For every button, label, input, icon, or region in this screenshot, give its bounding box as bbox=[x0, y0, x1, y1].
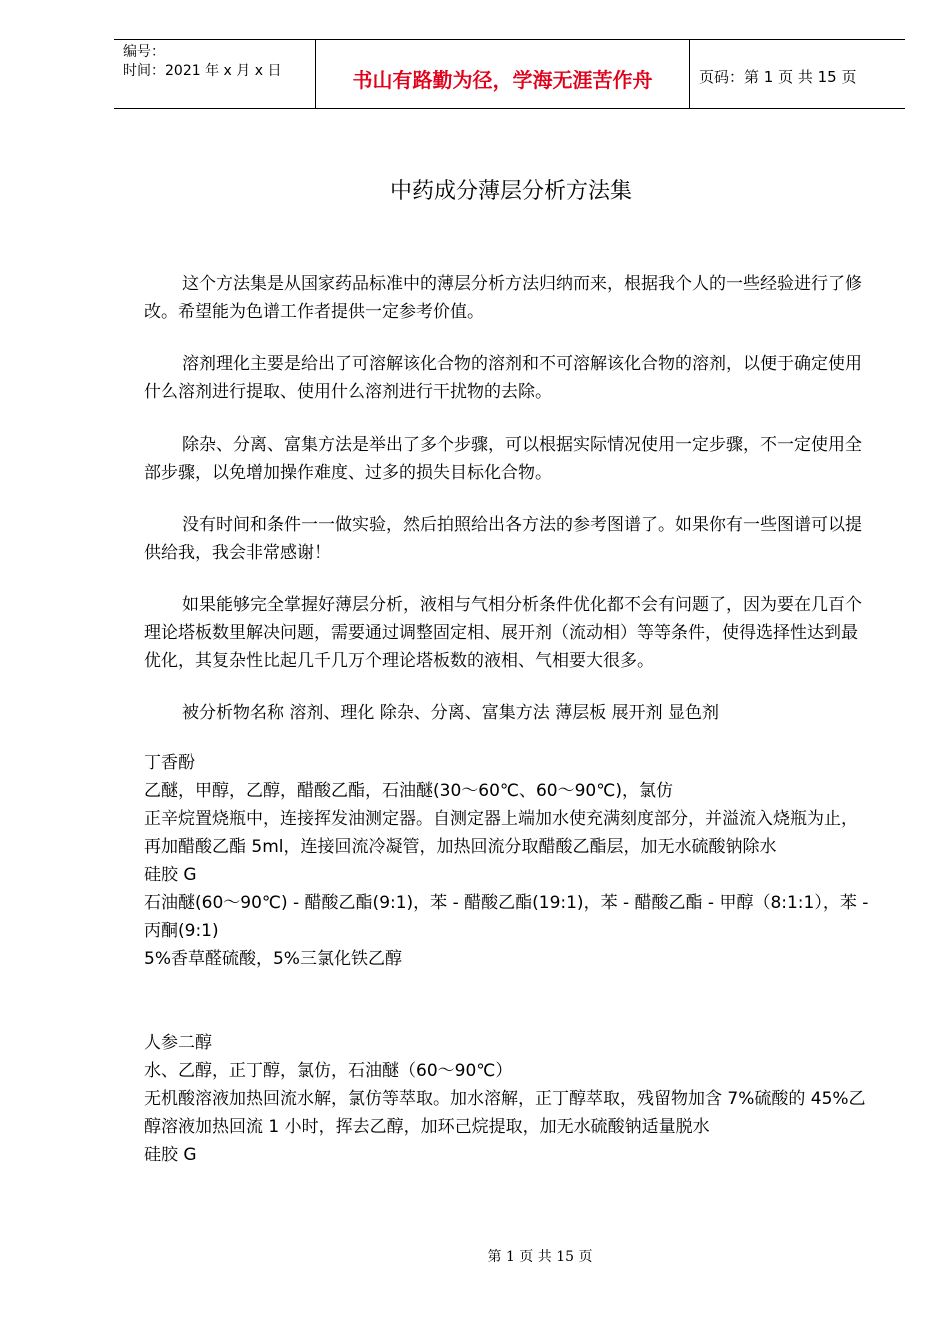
intro-paragraph-4 bbox=[144, 511, 874, 567]
column-legend bbox=[144, 699, 874, 727]
entry-plate: 硅胶 G bbox=[144, 865, 197, 885]
entry-developer: 石油醚(60～90℃) - 醋酸乙酯(9:1)，苯 - 醋酸乙酯(19:1)，苯 - 醋酸乙酯 - 甲醇（8:1:1），苯 - 丙酮(9:1) bbox=[144, 893, 869, 941]
entry-solvent: 乙醚，甲醇，乙醇，醋酸乙酯，石油醚(30～60℃、60～90℃)，氯仿 bbox=[144, 781, 673, 801]
paragraph-text: 被分析物名称 溶剂、理化 除杂、分离、富集方法 薄层板 展开剂 显色剂 bbox=[182, 703, 720, 723]
motto: 书山有路勤为径，学海无涯苦作舟 bbox=[352, 68, 653, 92]
time-label: 时间：2021 年 x 月 x 日 bbox=[123, 63, 282, 79]
page-info: 页码：第 1 页 共 15 页 bbox=[699, 68, 857, 86]
document-header bbox=[114, 39, 905, 109]
paragraph-text: 如果能够完全掌握好薄层分析，液相与气相分析条件优化都不会有问题了，因为要在几百个理论塔板数里解决问题，需要通过调整固定相、展开剂（流动相）等等条件，使得选择性达到最优化，其复杂性比起几千几万个理论塔板数的液相、气相要大很多。 bbox=[144, 595, 862, 671]
intro-paragraph-2 bbox=[144, 350, 874, 406]
intro-paragraph-5 bbox=[144, 591, 874, 675]
number-label: 编号： bbox=[123, 44, 165, 60]
entry-method: 无机酸溶液加热回流水解，氯仿等萃取。加水溶解，正丁醇萃取，残留物加含 7%硫酸的 45%乙醇溶液加热回流 1 小时，挥去乙醇，加环己烷提取，加无水硫酸钠适量脱水 bbox=[144, 1089, 866, 1137]
entry-plate: 硅胶 G bbox=[144, 1145, 197, 1165]
entry-name: 丁香酚 bbox=[144, 753, 195, 773]
paragraph-text: 没有时间和条件一一做实验，然后拍照给出各方法的参考图谱了。如果你有一些图谱可以提供给我，我会非常感谢！ bbox=[144, 515, 862, 563]
entry-method: 正辛烷置烧瓶中，连接挥发油测定器。自测定器上端加水使充满刻度部分，并溢流入烧瓶为止，再加醋酸乙酯 5ml，连接回流冷凝管，加热回流分取醋酸乙酯层，加无水硫酸钠除水 bbox=[144, 809, 858, 857]
paragraph-text: 除杂、分离、富集方法是举出了多个步骤，可以根据实际情况使用一定步骤，不一定使用全部步骤，以免增加操作难度、过多的损失目标化合物。 bbox=[144, 435, 862, 483]
paragraph-text: 这个方法集是从国家药品标准中的薄层分析方法归纳而来，根据我个人的一些经验进行了修改。希望能为色谱工作者提供一定参考价值。 bbox=[144, 274, 862, 322]
header-meta-cell bbox=[114, 40, 316, 108]
entry-dingxiangfen bbox=[144, 749, 874, 973]
document-title: 中药成分薄层分析方法集 bbox=[389, 179, 632, 204]
header-page-cell bbox=[690, 40, 905, 108]
paragraph-text: 溶剂理化主要是给出了可溶解该化合物的溶剂和不可溶解该化合物的溶剂，以便于确定使用什么溶剂进行提取、使用什么溶剂进行干扰物的去除。 bbox=[144, 354, 862, 402]
entry-solvent: 水、乙醇，正丁醇，氯仿，石油醚（60～90℃） bbox=[144, 1061, 513, 1081]
intro-paragraph-3 bbox=[144, 431, 874, 487]
entry-name: 人参二醇 bbox=[144, 1033, 212, 1053]
intro-paragraph-1 bbox=[144, 270, 874, 326]
entry-reagent: 5%香草醛硫酸，5%三氯化铁乙醇 bbox=[144, 949, 402, 969]
page-footer: 第 1 页 共 15 页 bbox=[487, 1249, 593, 1265]
entry-renshenerchun bbox=[144, 1029, 874, 1169]
header-motto-cell bbox=[316, 40, 690, 108]
